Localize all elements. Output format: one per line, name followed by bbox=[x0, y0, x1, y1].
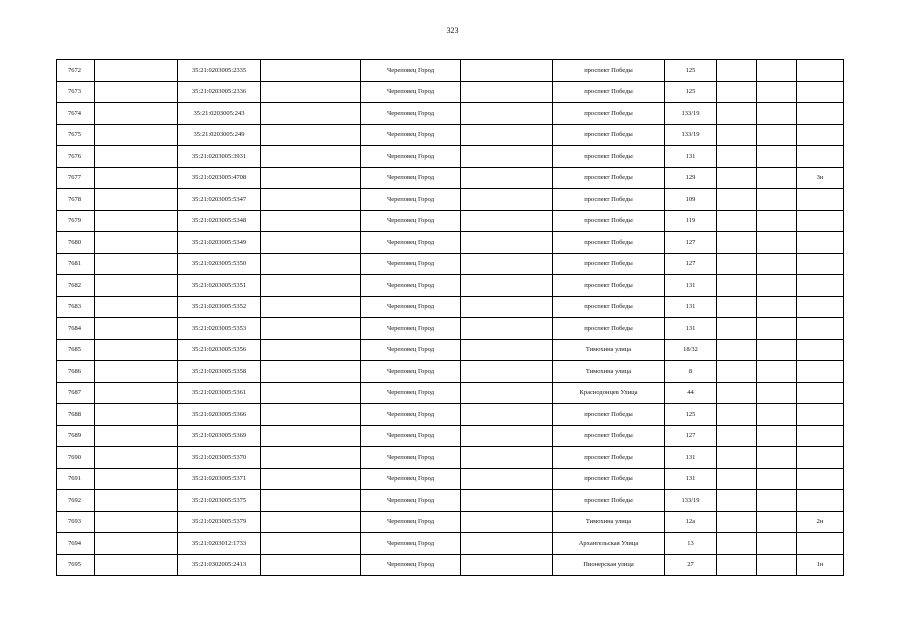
empty-cell bbox=[717, 404, 757, 426]
empty-cell bbox=[261, 339, 361, 361]
street-name: проспект Победы bbox=[553, 60, 665, 82]
empty-cell bbox=[261, 318, 361, 340]
street-name: проспект Победы bbox=[553, 124, 665, 146]
empty-cell bbox=[95, 253, 178, 275]
cadastral-number: 35:21:0302005:2413 bbox=[178, 554, 261, 576]
street-name: Пионерская улица bbox=[553, 554, 665, 576]
empty-cell bbox=[717, 124, 757, 146]
row-number: 7683 bbox=[57, 296, 95, 318]
empty-cell bbox=[461, 210, 553, 232]
table-row bbox=[57, 382, 844, 404]
empty-cell bbox=[261, 490, 361, 512]
city-name: Череповец Город bbox=[361, 404, 461, 426]
cadastral-number: 35:21:0203005:5350 bbox=[178, 253, 261, 275]
empty-cell bbox=[461, 103, 553, 125]
premises-number bbox=[797, 382, 844, 404]
empty-cell bbox=[95, 210, 178, 232]
empty-cell bbox=[757, 361, 797, 383]
house-number: 133/19 bbox=[665, 124, 717, 146]
empty-cell bbox=[261, 146, 361, 168]
row-number: 7672 bbox=[57, 60, 95, 82]
street-name: проспект Победы bbox=[553, 490, 665, 512]
empty-cell bbox=[717, 318, 757, 340]
empty-cell bbox=[461, 361, 553, 383]
table-row bbox=[57, 511, 844, 533]
street-name: проспект Победы bbox=[553, 253, 665, 275]
empty-cell bbox=[757, 296, 797, 318]
street-name: проспект Победы bbox=[553, 425, 665, 447]
street-name: проспект Победы bbox=[553, 296, 665, 318]
cadastral-number: 35:21:0203005:2336 bbox=[178, 81, 261, 103]
house-number: 27 bbox=[665, 554, 717, 576]
house-number: 131 bbox=[665, 468, 717, 490]
empty-cell bbox=[261, 103, 361, 125]
empty-cell bbox=[261, 81, 361, 103]
empty-cell bbox=[461, 253, 553, 275]
premises-number bbox=[797, 189, 844, 211]
city-name: Череповец Город bbox=[361, 253, 461, 275]
empty-cell bbox=[261, 253, 361, 275]
house-number: 127 bbox=[665, 253, 717, 275]
premises-number bbox=[797, 468, 844, 490]
empty-cell bbox=[95, 167, 178, 189]
table-row bbox=[57, 361, 844, 383]
house-number: 109 bbox=[665, 189, 717, 211]
empty-cell bbox=[461, 511, 553, 533]
empty-cell bbox=[261, 275, 361, 297]
premises-number bbox=[797, 103, 844, 125]
empty-cell bbox=[757, 382, 797, 404]
cadastral-number: 35:21:0203005:5375 bbox=[178, 490, 261, 512]
row-number: 7682 bbox=[57, 275, 95, 297]
empty-cell bbox=[461, 232, 553, 254]
empty-cell bbox=[717, 361, 757, 383]
empty-cell bbox=[717, 60, 757, 82]
house-number: 8 bbox=[665, 361, 717, 383]
city-name: Череповец Город bbox=[361, 425, 461, 447]
house-number: 131 bbox=[665, 146, 717, 168]
empty-cell bbox=[757, 318, 797, 340]
row-number: 7681 bbox=[57, 253, 95, 275]
empty-cell bbox=[717, 296, 757, 318]
empty-cell bbox=[717, 382, 757, 404]
street-name: проспект Победы bbox=[553, 189, 665, 211]
row-number: 7695 bbox=[57, 554, 95, 576]
row-number: 7692 bbox=[57, 490, 95, 512]
empty-cell bbox=[461, 318, 553, 340]
street-name: проспект Победы bbox=[553, 447, 665, 469]
house-number: 125 bbox=[665, 60, 717, 82]
premises-number bbox=[797, 253, 844, 275]
empty-cell bbox=[461, 146, 553, 168]
cadastral-number: 35:21:0203005:5353 bbox=[178, 318, 261, 340]
empty-cell bbox=[757, 103, 797, 125]
table-row bbox=[57, 339, 844, 361]
empty-cell bbox=[461, 447, 553, 469]
empty-cell bbox=[461, 490, 553, 512]
house-number: 127 bbox=[665, 425, 717, 447]
cadastral-number: 35:21:0203005:5358 bbox=[178, 361, 261, 383]
empty-cell bbox=[717, 468, 757, 490]
city-name: Череповец Город bbox=[361, 296, 461, 318]
empty-cell bbox=[95, 275, 178, 297]
empty-cell bbox=[95, 81, 178, 103]
cadastral-number: 35:21:0203005:4708 bbox=[178, 167, 261, 189]
city-name: Череповец Город bbox=[361, 210, 461, 232]
cadastral-number: 35:21:0203005:5370 bbox=[178, 447, 261, 469]
table-row bbox=[57, 404, 844, 426]
city-name: Череповец Город bbox=[361, 533, 461, 555]
street-name: проспект Победы bbox=[553, 318, 665, 340]
street-name: Тимохина улица bbox=[553, 361, 665, 383]
cadastral-number: 35:21:0203005:5379 bbox=[178, 511, 261, 533]
empty-cell bbox=[461, 275, 553, 297]
table-row bbox=[57, 533, 844, 555]
city-name: Череповец Город bbox=[361, 275, 461, 297]
empty-cell bbox=[717, 447, 757, 469]
city-name: Череповец Город bbox=[361, 232, 461, 254]
empty-cell bbox=[461, 81, 553, 103]
empty-cell bbox=[757, 533, 797, 555]
premises-number bbox=[797, 275, 844, 297]
empty-cell bbox=[461, 60, 553, 82]
empty-cell bbox=[95, 339, 178, 361]
empty-cell bbox=[757, 275, 797, 297]
row-number: 7688 bbox=[57, 404, 95, 426]
house-number: 131 bbox=[665, 275, 717, 297]
street-name: проспект Победы bbox=[553, 232, 665, 254]
cadastral-number: 35:21:0203005:3931 bbox=[178, 146, 261, 168]
table-row bbox=[57, 103, 844, 125]
empty-cell bbox=[757, 60, 797, 82]
city-name: Череповец Город bbox=[361, 447, 461, 469]
empty-cell bbox=[95, 533, 178, 555]
empty-cell bbox=[95, 468, 178, 490]
street-name: Тимохина улица bbox=[553, 511, 665, 533]
table-row bbox=[57, 60, 844, 82]
table-row bbox=[57, 296, 844, 318]
empty-cell bbox=[95, 124, 178, 146]
empty-cell bbox=[95, 490, 178, 512]
empty-cell bbox=[261, 404, 361, 426]
empty-cell bbox=[757, 339, 797, 361]
table-row bbox=[57, 554, 844, 576]
row-number: 7674 bbox=[57, 103, 95, 125]
empty-cell bbox=[717, 339, 757, 361]
empty-cell bbox=[95, 554, 178, 576]
cadastral-number: 35:21:0203005:5356 bbox=[178, 339, 261, 361]
table-row bbox=[57, 232, 844, 254]
empty-cell bbox=[757, 253, 797, 275]
empty-cell bbox=[95, 425, 178, 447]
row-number: 7684 bbox=[57, 318, 95, 340]
registry-table-body bbox=[57, 60, 844, 576]
cadastral-number: 35:21:0203005:5347 bbox=[178, 189, 261, 211]
empty-cell bbox=[95, 447, 178, 469]
city-name: Череповец Город bbox=[361, 511, 461, 533]
house-number: 131 bbox=[665, 447, 717, 469]
empty-cell bbox=[717, 189, 757, 211]
empty-cell bbox=[757, 425, 797, 447]
empty-cell bbox=[461, 425, 553, 447]
table-row bbox=[57, 468, 844, 490]
street-name: Краснодонцев Улица bbox=[553, 382, 665, 404]
row-number: 7694 bbox=[57, 533, 95, 555]
empty-cell bbox=[717, 533, 757, 555]
row-number: 7679 bbox=[57, 210, 95, 232]
premises-number: 1н bbox=[797, 554, 844, 576]
table-row bbox=[57, 253, 844, 275]
city-name: Череповец Город bbox=[361, 490, 461, 512]
empty-cell bbox=[261, 189, 361, 211]
city-name: Череповец Город bbox=[361, 339, 461, 361]
empty-cell bbox=[757, 81, 797, 103]
table-row bbox=[57, 318, 844, 340]
premises-number bbox=[797, 232, 844, 254]
empty-cell bbox=[461, 189, 553, 211]
street-name: проспект Победы bbox=[553, 146, 665, 168]
empty-cell bbox=[261, 124, 361, 146]
premises-number bbox=[797, 60, 844, 82]
house-number: 18/32 bbox=[665, 339, 717, 361]
premises-number bbox=[797, 425, 844, 447]
empty-cell bbox=[717, 146, 757, 168]
empty-cell bbox=[95, 511, 178, 533]
premises-number: 2н bbox=[797, 511, 844, 533]
city-name: Череповец Город bbox=[361, 81, 461, 103]
street-name: Архангельская Улица bbox=[553, 533, 665, 555]
city-name: Череповец Город bbox=[361, 167, 461, 189]
city-name: Череповец Город bbox=[361, 146, 461, 168]
empty-cell bbox=[717, 511, 757, 533]
empty-cell bbox=[95, 146, 178, 168]
empty-cell bbox=[757, 468, 797, 490]
empty-cell bbox=[461, 339, 553, 361]
empty-cell bbox=[461, 404, 553, 426]
row-number: 7676 bbox=[57, 146, 95, 168]
row-number: 7693 bbox=[57, 511, 95, 533]
row-number: 7691 bbox=[57, 468, 95, 490]
empty-cell bbox=[717, 167, 757, 189]
empty-cell bbox=[261, 447, 361, 469]
table-row bbox=[57, 275, 844, 297]
street-name: проспект Победы bbox=[553, 103, 665, 125]
premises-number bbox=[797, 210, 844, 232]
table-row bbox=[57, 81, 844, 103]
empty-cell bbox=[757, 490, 797, 512]
row-number: 7673 bbox=[57, 81, 95, 103]
street-name: проспект Победы bbox=[553, 210, 665, 232]
empty-cell bbox=[717, 103, 757, 125]
row-number: 7678 bbox=[57, 189, 95, 211]
street-name: проспект Победы bbox=[553, 275, 665, 297]
house-number: 127 bbox=[665, 232, 717, 254]
cadastral-number: 35:21:0203012:1733 bbox=[178, 533, 261, 555]
empty-cell bbox=[261, 167, 361, 189]
city-name: Череповец Город bbox=[361, 60, 461, 82]
empty-cell bbox=[95, 60, 178, 82]
registry-table bbox=[56, 59, 844, 576]
empty-cell bbox=[757, 146, 797, 168]
empty-cell bbox=[717, 232, 757, 254]
empty-cell bbox=[717, 275, 757, 297]
empty-cell bbox=[717, 253, 757, 275]
table-row bbox=[57, 210, 844, 232]
empty-cell bbox=[757, 124, 797, 146]
empty-cell bbox=[261, 382, 361, 404]
row-number: 7687 bbox=[57, 382, 95, 404]
row-number: 7680 bbox=[57, 232, 95, 254]
empty-cell bbox=[461, 533, 553, 555]
premises-number bbox=[797, 361, 844, 383]
premises-number bbox=[797, 146, 844, 168]
table-row bbox=[57, 425, 844, 447]
street-name: проспект Победы bbox=[553, 468, 665, 490]
premises-number bbox=[797, 124, 844, 146]
page-number: 323 bbox=[446, 26, 459, 35]
cadastral-number: 35:21:0203005:5371 bbox=[178, 468, 261, 490]
empty-cell bbox=[717, 490, 757, 512]
empty-cell bbox=[757, 511, 797, 533]
cadastral-number: 35:21:0203005:2335 bbox=[178, 60, 261, 82]
cadastral-number: 35:21:0203005:5369 bbox=[178, 425, 261, 447]
premises-number bbox=[797, 490, 844, 512]
empty-cell bbox=[95, 189, 178, 211]
premises-number bbox=[797, 404, 844, 426]
cadastral-number: 35:21:0203005:5361 bbox=[178, 382, 261, 404]
table-row bbox=[57, 189, 844, 211]
empty-cell bbox=[461, 167, 553, 189]
house-number: 131 bbox=[665, 296, 717, 318]
premises-number bbox=[797, 296, 844, 318]
empty-cell bbox=[717, 554, 757, 576]
empty-cell bbox=[261, 210, 361, 232]
city-name: Череповец Город bbox=[361, 318, 461, 340]
empty-cell bbox=[461, 124, 553, 146]
table-row bbox=[57, 447, 844, 469]
house-number: 13 bbox=[665, 533, 717, 555]
street-name: проспект Победы bbox=[553, 167, 665, 189]
empty-cell bbox=[261, 232, 361, 254]
empty-cell bbox=[717, 81, 757, 103]
premises-number: 3н bbox=[797, 167, 844, 189]
row-number: 7690 bbox=[57, 447, 95, 469]
cadastral-number: 35:21:0203005:249 bbox=[178, 124, 261, 146]
empty-cell bbox=[261, 468, 361, 490]
premises-number bbox=[797, 447, 844, 469]
cadastral-number: 35:21:0203005:5352 bbox=[178, 296, 261, 318]
empty-cell bbox=[461, 296, 553, 318]
empty-cell bbox=[757, 167, 797, 189]
row-number: 7677 bbox=[57, 167, 95, 189]
house-number: 131 bbox=[665, 318, 717, 340]
premises-number bbox=[797, 339, 844, 361]
empty-cell bbox=[261, 533, 361, 555]
empty-cell bbox=[261, 425, 361, 447]
empty-cell bbox=[717, 210, 757, 232]
empty-cell bbox=[95, 318, 178, 340]
empty-cell bbox=[261, 361, 361, 383]
city-name: Череповец Город bbox=[361, 382, 461, 404]
house-number: 125 bbox=[665, 81, 717, 103]
premises-number bbox=[797, 81, 844, 103]
table-row bbox=[57, 167, 844, 189]
street-name: Тимохина улица bbox=[553, 339, 665, 361]
empty-cell bbox=[461, 382, 553, 404]
empty-cell bbox=[95, 382, 178, 404]
empty-cell bbox=[261, 511, 361, 533]
row-number: 7675 bbox=[57, 124, 95, 146]
empty-cell bbox=[95, 296, 178, 318]
street-name: проспект Победы bbox=[553, 81, 665, 103]
empty-cell bbox=[717, 425, 757, 447]
table-row bbox=[57, 124, 844, 146]
city-name: Череповец Город bbox=[361, 189, 461, 211]
empty-cell bbox=[261, 554, 361, 576]
row-number: 7686 bbox=[57, 361, 95, 383]
house-number: 12а bbox=[665, 511, 717, 533]
house-number: 129 bbox=[665, 167, 717, 189]
premises-number bbox=[797, 318, 844, 340]
premises-number bbox=[797, 533, 844, 555]
city-name: Череповец Город bbox=[361, 468, 461, 490]
cadastral-number: 35:21:0203005:5349 bbox=[178, 232, 261, 254]
house-number: 133/19 bbox=[665, 490, 717, 512]
street-name: проспект Победы bbox=[553, 404, 665, 426]
city-name: Череповец Город bbox=[361, 554, 461, 576]
cadastral-number: 35:21:0203005:243 bbox=[178, 103, 261, 125]
empty-cell bbox=[757, 210, 797, 232]
empty-cell bbox=[95, 232, 178, 254]
empty-cell bbox=[757, 447, 797, 469]
city-name: Череповец Город bbox=[361, 103, 461, 125]
empty-cell bbox=[261, 296, 361, 318]
empty-cell bbox=[95, 361, 178, 383]
cadastral-number: 35:21:0203005:5348 bbox=[178, 210, 261, 232]
cadastral-number: 35:21:0203005:5351 bbox=[178, 275, 261, 297]
row-number: 7685 bbox=[57, 339, 95, 361]
empty-cell bbox=[757, 404, 797, 426]
house-number: 44 bbox=[665, 382, 717, 404]
table-row bbox=[57, 146, 844, 168]
city-name: Череповец Город bbox=[361, 361, 461, 383]
empty-cell bbox=[261, 60, 361, 82]
empty-cell bbox=[757, 232, 797, 254]
empty-cell bbox=[461, 468, 553, 490]
house-number: 119 bbox=[665, 210, 717, 232]
empty-cell bbox=[757, 554, 797, 576]
house-number: 125 bbox=[665, 404, 717, 426]
empty-cell bbox=[95, 103, 178, 125]
table-row bbox=[57, 490, 844, 512]
empty-cell bbox=[461, 554, 553, 576]
house-number: 133/19 bbox=[665, 103, 717, 125]
city-name: Череповец Город bbox=[361, 124, 461, 146]
empty-cell bbox=[95, 404, 178, 426]
row-number: 7689 bbox=[57, 425, 95, 447]
cadastral-number: 35:21:0203005:5366 bbox=[178, 404, 261, 426]
empty-cell bbox=[757, 189, 797, 211]
